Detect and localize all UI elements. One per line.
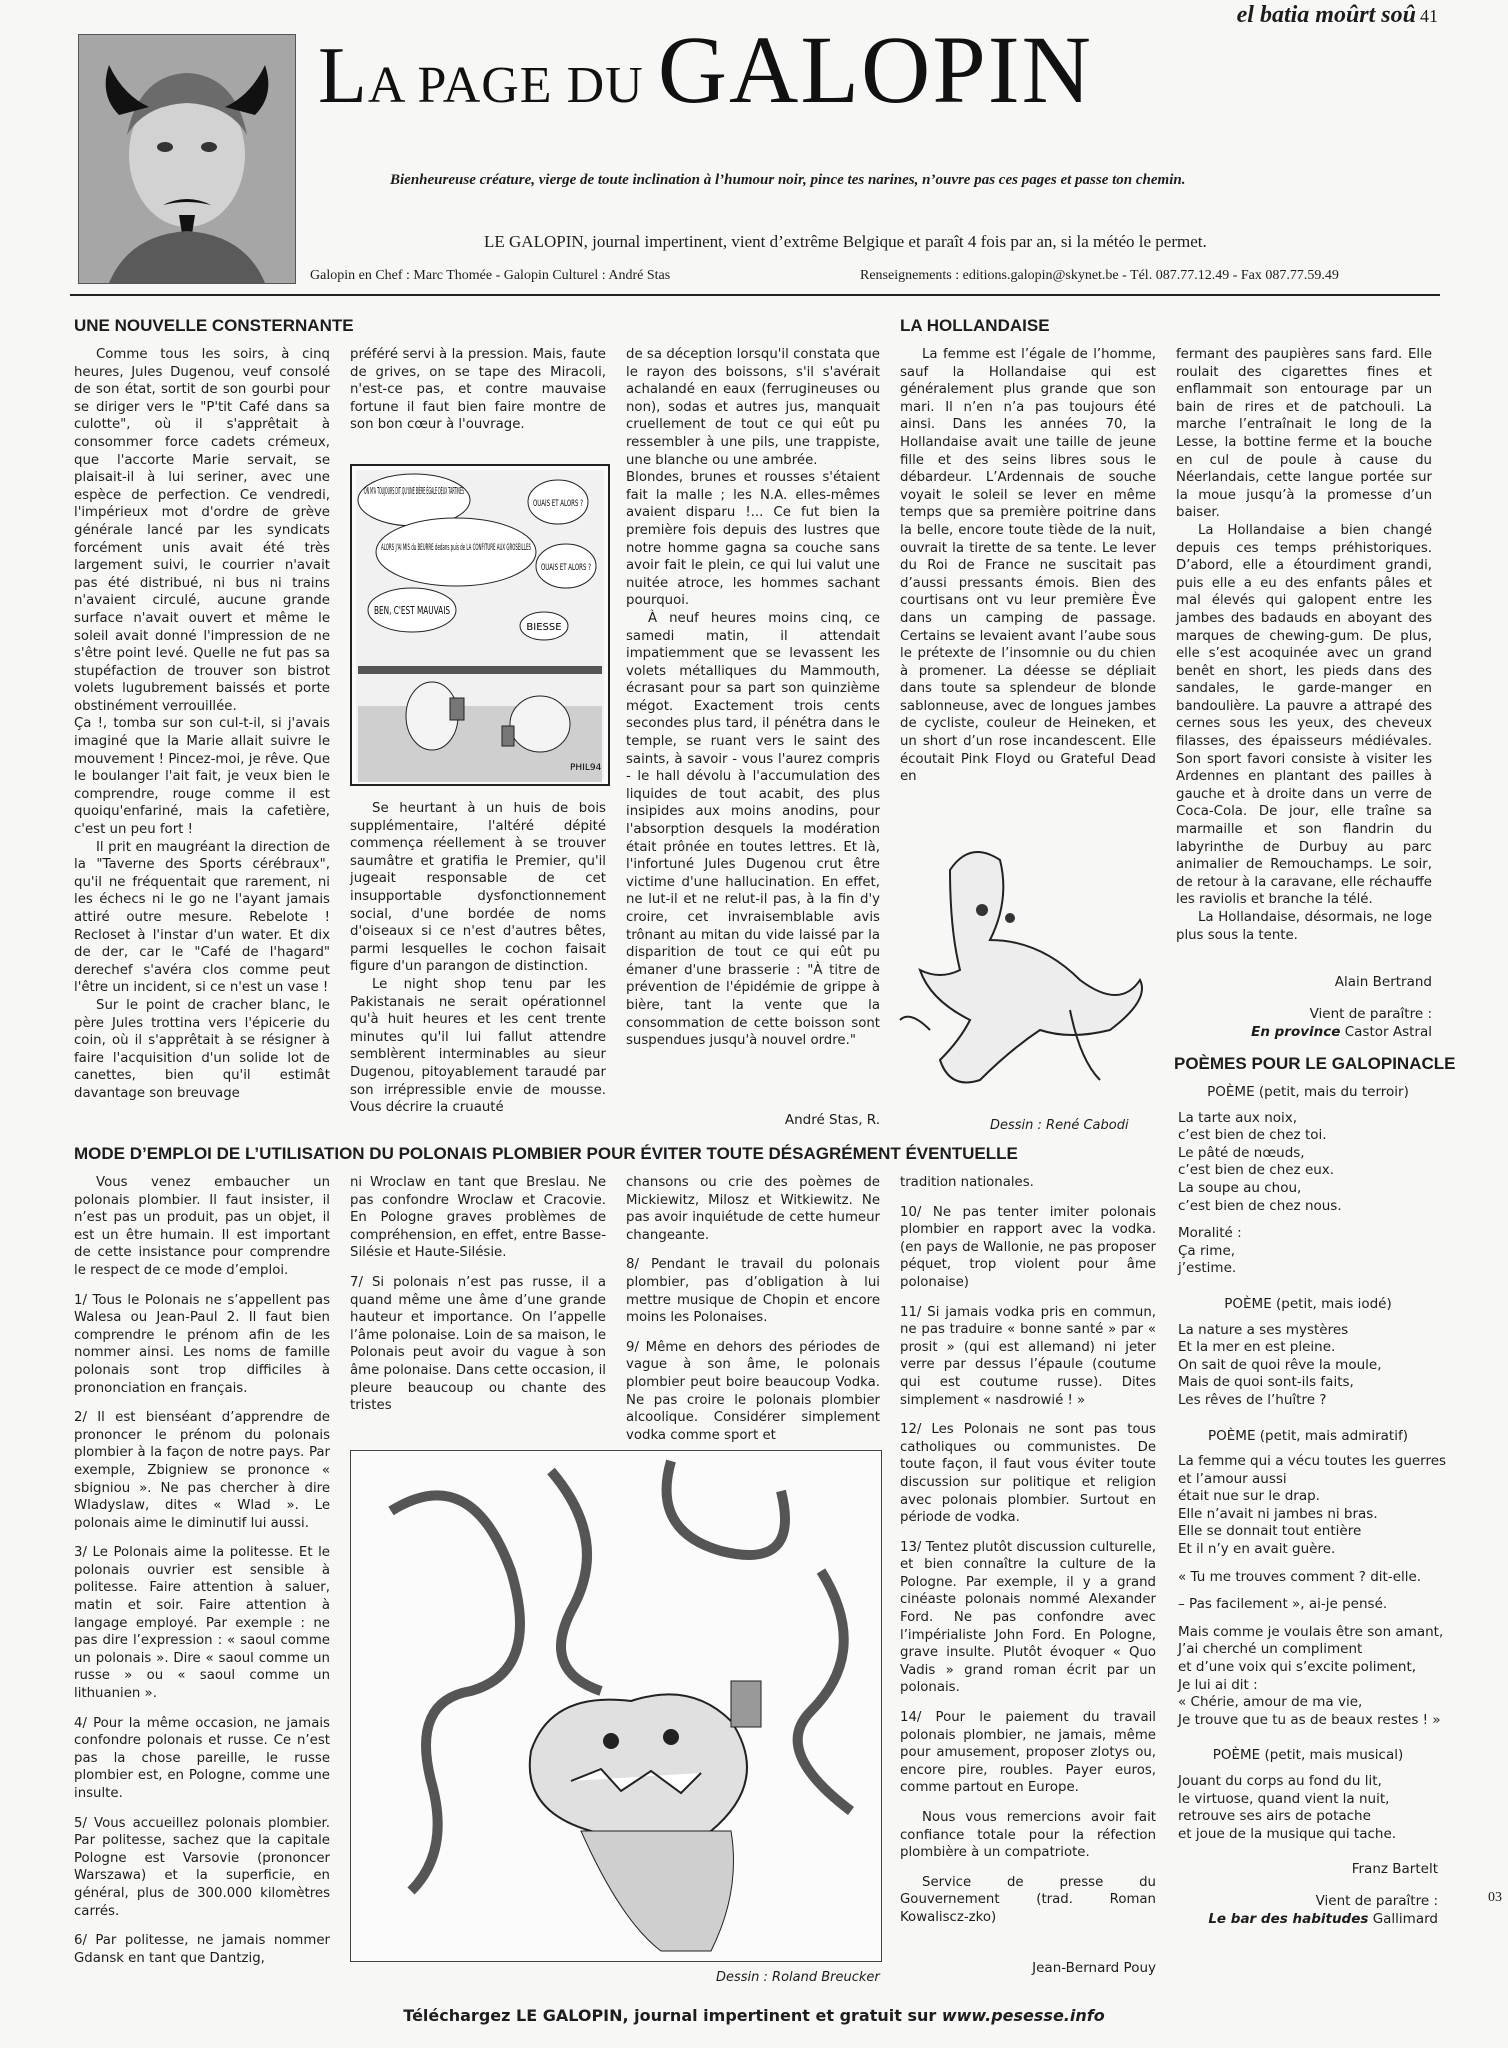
poem-line: J’ai cherché un compliment [1178, 1641, 1363, 1658]
masthead-l: L [318, 32, 368, 120]
poem-heading: POÈME (petit, mais du terroir) [1207, 1084, 1409, 1100]
poem-line: Jouant du corps au fond du lit, [1178, 1773, 1382, 1789]
editors-line: Galopin en Chef : Marc Thomée - Galopin Culturel : André Stas [310, 268, 671, 283]
article1-col1 [74, 346, 330, 1103]
page-number: 41 [1420, 6, 1438, 26]
poem-line: Elle se donnait tout entière [1178, 1523, 1362, 1540]
poem-line: La soupe au chou, [1178, 1179, 1302, 1196]
poems-book-line [1178, 1911, 1438, 1929]
poem-line: La tarte aux noix, [1178, 1109, 1298, 1126]
poem-line: le virtuose, quand vient la nuit, [1178, 1790, 1390, 1807]
cartoon-bubble: OUAIS ET ALORS ? [533, 499, 584, 509]
poem-line: Mais de quoi sont-ils faits, [1178, 1374, 1354, 1391]
article2-vient: Vient de paraître : [1309, 1006, 1432, 1022]
paragraph: 5/ Vous accueillez polonais plombier. Par politesse, sachez que la capitale Pologne est Varsovie (prononcer Warszawa) et la superficie, en général, plus de 300.000 kilomètres carrés. [74, 1815, 330, 1919]
masthead-a: A PAGE DU [367, 57, 658, 114]
paragraph: tradition nationales. [900, 1175, 1034, 1190]
cartoon-bubble: BEN, C'EST MAUVAIS [374, 604, 451, 617]
poem-line: « Tu me trouves comment ? dit-elle. [1178, 1568, 1422, 1585]
poem-line: Elle n’avait ni jambes ni bras. [1178, 1505, 1378, 1522]
paragraph: 11/ Si jamais vodka pris en commun, ne pas traduire « bonne santé » par « prosit » (qui est allemand) ni jeter verre par dessus l’épaule (coutume qui est coutume russe). Dites simplement « nasdrowié ! » [900, 1304, 1156, 1408]
footer-url[interactable]: www.pesesse.info [941, 2006, 1105, 2025]
poems-publisher: Gallimard [1368, 1910, 1438, 1927]
paragraph: fermant des paupières sans fard. Elle roulait des cigarettes fines et enflammait son entourage par un bain de rires et de patchouli. La marche l’entraînait le long de la Lesse, la bottine ferme et la bouche en cul de poule à cause du Néerlandais, cette langue portée sur la moue jusqu’à la promesse d’un baiser. [1176, 347, 1432, 521]
poem-line: On sait de quoi rêve la moule, [1178, 1356, 1382, 1373]
poem-line: et l’amour aussi [1178, 1470, 1287, 1487]
poem-line: retrouve ses airs de potache [1178, 1808, 1371, 1825]
paragraph: Vous venez embaucher un polonais plombier. Il faut insister, il n’est pas un produit, pas un objet, il est un être humain. Il est important de cette insistance pour comprendre le respect de ce mode d’emploi. [74, 1175, 330, 1278]
poem-heading: POÈME (petit, mais admiratif) [1208, 1427, 1408, 1444]
galopin-photo [78, 34, 296, 284]
poem-line: et joue de la musique qui tache. [1178, 1825, 1397, 1842]
article1-col3 [626, 346, 880, 1050]
paragraph: 8/ Pendant le travail du polonais plombier, pas d’obligation à lui mettre musique de Chopin et encore moins les Polonaises. [626, 1257, 880, 1326]
article1-title: UNE NOUVELLE CONSTERNANTE [74, 316, 354, 335]
article3-title: MODE D’EMPLOI DE L’UTILISATION DU POLONAIS PLOMBIER POUR ÉVITER TOUTE DÉSAGRÉMENT ÉVENTUELLE [74, 1144, 1018, 1163]
poems-block [1178, 1066, 1447, 1928]
article2-title: LA HOLLANDAISE [900, 316, 1050, 335]
article2-col1 [900, 346, 1156, 786]
poem-line: Je trouve que tu as de beaux restes ! » [1178, 1711, 1441, 1728]
article1-col2a [350, 346, 606, 434]
article2-book: En province [1251, 1024, 1341, 1040]
article3-col1 [74, 1174, 330, 1967]
paragraph: de sa déception lorsqu'il constata que le rayon des boissons, s'il s'avérait achalandé en eaux (ferrugineuses ou non), sodas et autres jus, manquait cruellement de tout ce qui eût pu ressembler à une pils, une trappiste, une blanche ou une ambrée. [626, 347, 880, 468]
cartoon-bubble: ALORS J'AI MIS du BEURRE dedans puis de LA CONFITURE AUX GROSEILLES [381, 543, 532, 553]
paragraph: 6/ Par politesse, ne jamais nommer Gdansk en tant que Dantzig, [74, 1933, 330, 1966]
plumber-drawing [350, 1450, 882, 1962]
cartoon-beer [350, 464, 610, 786]
poem-line: La nature a ses mystères [1178, 1321, 1349, 1338]
paragraph: 3/ Le Polonais aime la politesse. Et le polonais ouvrier est sensible à politesse. Faire attention à saluer, matin et soir. Faire attention à langage employé. Par exemple : ne pas dire l’expression : « saoul comme un polonais ». Dire « saoul comme un russe » ou « saoul comme un lithuanien ». [74, 1545, 330, 1702]
cartoon-bubble: OUAIS ET ALORS ? [541, 563, 592, 573]
poem-heading: POÈME (petit, mais iodé) [1224, 1295, 1392, 1312]
paragraph: À neuf heures moins cinq, ce samedi matin, il attendait impatiemment que se levassent les volets métalliques du Mammouth, écrasant pour sa part son quinzième mégot. Exactement trois cents secondes plus tard, il pénétra dans le temple, se ruant vers le saint des saints, à savoir - vous l'aurez compris - le hall dévolu à l'accumulation des liquides de tout acabit, des plus insipides aux moins anodins, pour l'absorption desquels la modération était prônée en toutes lettres. Et là, l'infortuné Jules Dugenou crut être victime d'une hallucination. En effet, ne lut-il et ne relut-il pas, à la fin d'y croire, cet invraisemblable avis trônant au mitan du vide laissé par la disparition de tout ce qui eût pu émaner d'une brasserie : "À titre de prévention de l'épidémie de grippe à bière, tant la vente que la consommation de cette boisson sont suspendues jusqu'à nouvel ordre." [626, 610, 880, 1049]
warning-tagline: Bienheureuse créature, vierge de toute inclination à l’humour noir, pince tes narines, n’ouvre pas ces pages et passe ton chemin. [390, 172, 1186, 188]
paragraph: La Hollandaise a bien changé depuis ces temps préhistoriques. D’abord, elle a étourdiment grandi, puis elle a eu des enfants pâles et mal élevés qui galopent entre les jambes des badauds en aboyant des marques de chewing-gum. De plus, elle s’est acoquinée avec un grand benêt en short, les pieds dans des sandales, le garde-manger en bandoulière. La pauvre a attrapé des cernes sous les yeux, des cheveux filasses, des épaisseurs médiévales. Son sport favori consiste à visiter les Ardennes en plantant des pailles à gauche et à droite dans un verre de Coca-Cola. De jour, elle traîne sa marmaille et son flandrin du labyrinthe de Durbuy au parc animalier de Remouchamps. Le soir, de retour à la caravane, elle réchauffe les raviolis et branche la télé. [1176, 522, 1432, 908]
poem-line: c’est bien de chez nous. [1178, 1197, 1342, 1214]
poem-line: c’est bien de chez toi. [1178, 1127, 1327, 1144]
poem-spacer [1178, 1559, 1438, 1569]
paragraph: Sur le point de cracher blanc, le père Jules trottina vers l'épicerie du coin, où il s'apprêtait à se résigner à faire l'acquisition d'un solide lot de canettes, bien qu'il estimât davantage son breuvage [74, 997, 330, 1101]
poem-line: Moralité : [1178, 1225, 1242, 1242]
footer [0, 2006, 1508, 2025]
contacts-line: Renseignements : editions.galopin@skynet.be - Tél. 087.77.12.49 - Fax 087.77.59.49 [860, 268, 1339, 283]
poem-line: Et il n’y en avait guère. [1178, 1541, 1336, 1558]
article1-author: André Stas, R. [784, 1112, 880, 1128]
poem-line: c’est bien de chez eux. [1178, 1162, 1335, 1179]
poem-line: La femme qui a vécu toutes les guerres [1178, 1453, 1447, 1470]
paragraph: 2/ Il est bienséant d’apprendre de prononcer le prénom du polonais plombier à la façon de notre pays. Par exemple, Zbigniew se prononce « sbigniou ». Ne pas chercher à dire Wladyslaw, dites « Wlad ». Le polonais aime le diminutif lui aussi. [74, 1410, 330, 1531]
paragraph: ni Wroclaw en tant que Breslau. Ne pas confondre Wroclaw et Cracovie. En Pologne graves problèmes de compréhension, en effet, entre Basse-Silésie et Haute-Silésie. [350, 1175, 606, 1261]
poem-line: Ça rime, [1178, 1242, 1236, 1259]
poem-spacer [1178, 1586, 1438, 1596]
article3-col2 [350, 1174, 606, 1415]
paragraph: Il prit en maugréant la direction de la "Taverne des Sports cérébraux", qu'il ne fréquentait que rarement, ni les échecs ni le go ne l'ayant jamais attiré outre mesure. Rebelote ! Recloset à l'instar d'un water. Et dix de der, car le "Café de l'hagard" derechef s'avéra clos comme peut l'être un incident, si ce n'est un vase ! [74, 839, 330, 996]
paragraph: Comme tous les soirs, à cinq heures, Jules Dugenou, veuf consolé de son état, sortit de son gourbi pour se diriger vers le "P'tit Café dans sa culotte", où il s'apprêtait à consommer force cadets crémeux, que l'accorte Marie servait, se plaisait-il à lui seriner, avec une espèce de perfection. Ce vendredi, l'impérieux mot d'ordre de grève générale lancé par les syndicats forcément unis avait été très largement suivi, le courrier n'avait pas été distribué, ni bus ni trains n'avaient circulé, aucune grande surface n'avait ouvert et même le soleil avait donné l'impression de ne s'être point levé. Quelle ne fut pas sa stupéfaction de trouver son bistrot volets lugubrement baissés et porte obstinément verrouillée. [74, 347, 330, 714]
paragraph: La Hollandaise, désormais, ne loge plus sous la tente. [1176, 910, 1432, 943]
article2-publisher: Castor Astral [1340, 1024, 1432, 1040]
footer-text: Téléchargez LE GALOPIN, journal impertinent et gratuit sur [403, 2006, 942, 2025]
article3-author: Jean-Bernard Pouy [1032, 1960, 1156, 1976]
paragraph: Nous vous remercions avoir fait confiance totale pour la réfection plombière à un compatriote. [900, 1810, 1156, 1861]
hollandaise-drawing [890, 830, 1160, 1100]
poem-line: et d’une voix qui s’excite poliment, [1178, 1659, 1417, 1676]
article2-book-line [1176, 1024, 1432, 1040]
poem-heading: POÈME (petit, mais musical) [1212, 1747, 1404, 1764]
paragraph: 7/ Si polonais n’est pas russe, il a quand même une âme d’une grande hauteur et importance. On l’appelle l’âme polonaise. Loin de sa maison, le Polonais peut avoir du vague à son âme polonaise. Dans cette occasion, il pleure beaucoup ou chante des tristes [350, 1274, 606, 1414]
poem-spacer [1178, 1614, 1438, 1624]
article3-credit: Dessin : Roland Breucker [716, 1970, 880, 1985]
paragraph: Ça !, tomba sur son cul-t-il, si j'avais imaginé que la Marie allait suivre le mouvement ! Pincez-moi, je rêve. Que le boulanger l'ait fait, je veux bien le comprendre, rouge comme il est quoiqu'enfariné, mais la cafetière, c'est un peu fort ! [74, 716, 330, 838]
poem-line: – Pas facilement », ai-je pensé. [1178, 1596, 1388, 1613]
page-tag-text: el batia moûrt soû [1236, 2, 1416, 28]
paragraph: Se heurtant à un huis de bois supplémentaire, l'altéré dépité commença réellement à se trouver saumâtre et gratifia le Premier, qu'il jugeait responsable de cet insupportable dysfonctionnement social, d'une bordée de noms d'oiseaux si ce n'est d'autres bêtes, parmi lesquelles le cochon faisait figure d'un parangon de distinction. [350, 801, 606, 975]
poems-author: Franz Bartelt [1351, 1861, 1438, 1878]
paragraph: chansons ou crie des poèmes de Mickiewitz, Milosz et Witkiewitz. Ne pas avoir inquiétude de cette humeur changeante. [626, 1175, 880, 1243]
poems-book: Le bar des habitudes [1208, 1910, 1369, 1927]
paragraph: Blondes, brunes et rousses s'étaient fait la malle ; les N.A. elles-mêmes avaient disparu !... Ce fut bien la première fois depuis des lustres que notre homme gagna sa couche sans avoir fait le plein, ce qui lui valut une nuitée atroce, les hommes sachant pourquoi. [626, 470, 880, 609]
paragraph: 4/ Pour la même occasion, ne jamais confondre polonais et russe. Ce n’est pas la chose pareille, le russe plombier est, en Pologne, comme une insulte. [74, 1715, 330, 1801]
poem-line: était nue sur le drap. [1178, 1488, 1320, 1505]
cartoon-bubble [364, 484, 464, 497]
poem-line: Le pâté de nœuds, [1178, 1144, 1305, 1161]
journal-description: LE GALOPIN, journal impertinent, vient d’extrême Belgique et paraît 4 fois par an, si la météo le permet. [484, 232, 1207, 251]
paragraph: 1/ Tous le Polonais ne s’appellent pas Walesa ou Jean-Paul 2. Il faut bien comprendre le prénom afin de les nommer ainsi. Les noms de famille polonais sont trop difficiles à prononciation en français. [74, 1292, 330, 1396]
paragraph: 13/ Tentez plutôt discussion culturelle, et bien connaître la culture de la Pologne. Par exemple, il y a grand cinéaste polonais nommé Alexander Ford. Ne pas confondre avec l’impérialiste John Ford. En Pologne, grave insulte. Plutôt évoquer « Quo Vadis » grand roman écrit par un polonais. [900, 1539, 1156, 1696]
article3-col4 [900, 1174, 1156, 1927]
article2-col2 [1176, 346, 1432, 944]
paragraph: Le night shop tenu par les Pakistanais ne serait opérationnel qu'à huit heures et les cent trente minutes qu'il lui fallut attendre semblèrent interminables au sieur Dugenou, pitoyablement taraudé par son irrépressible envie de mousse. Vous décrire la cruauté [350, 976, 606, 1116]
poems-vient: Vient de paraître : [1315, 1892, 1438, 1909]
poem-line: Mais comme je voulais être son amant, [1178, 1623, 1444, 1640]
paragraph: préféré servi à la pression. Mais, faute de grives, on se tape des Miracoli, n'est-ce pas, et contre mauvaise fortune il faut bien faire montre de son bon cœur à l'ouvrage. [350, 347, 606, 433]
article1-col2b [350, 800, 606, 1117]
paragraph: Service de presse du Gouvernement (trad. Roman Kowaliscz-zko) [900, 1874, 1156, 1925]
poems-title: POÈMES POUR LE GALOPINACLE [1174, 1054, 1456, 1073]
poem-line: Je lui ai dit : [1178, 1676, 1258, 1693]
paragraph: 9/ Même en dehors des périodes de vague à son âme, le polonais plombier peut boire beaucoup Vodka. Ne pas croire le polonais plombier alcoolique. Considérer simplement vodka comme sport et [626, 1339, 880, 1443]
article2-credit: Dessin : René Cabodi [990, 1118, 1129, 1133]
poem-line: « Chérie, amour de ma vie, [1178, 1694, 1363, 1711]
header-rule [70, 294, 1440, 296]
side-number: 03 [1488, 1890, 1502, 1905]
paragraph: La femme est l’égale de l’homme, sauf la Hollandaise qui est généralement plus grande que son mari. Il n’en n’a pas toujours été ainsi. Dans les années 70, la Hollandaise avait une taille de jeune fille et des seins libres sous le débardeur. L’Ardennais de souche voyait le soleil se lever en même temps que sa première poitrine dans la belle, encore toute tiède de la nuit, ouvrait la tirette de sa tente. Le lever du Roi de France ne suscitait pas d’aussi pressants émois. Bien des courtisans ont vu leur première Ève dans un camping de passage. Certains se levaient avant l’aube sous le prétexte de l’insomnie ou du chien à promener. La déesse se dépliait dans toute sa splendeur de blonde sablonneuse, avec de longues jambes de cycliste, couleur de Heineken, et un short d’un rose incandescent. Elle écoutait Pink Floyd ou Grateful Dead en [900, 347, 1156, 785]
cartoon-bubble: BIESSE [526, 622, 562, 633]
paragraph: 14/ Pour le paiement du travail polonais plombier, ne jamais, même pour amusement, proposer zlotys ou, encore pire, roubles. Payer euros, comme partout en Europe. [900, 1710, 1156, 1796]
masthead-g: GALOPIN [657, 16, 1093, 123]
paragraph: 12/ Les Polonais ne sont pas tous catholiques ou communistes. De toute façon, il faut vous éviter toute discussion sur politique et religion avec polonais plombier. Surtout en période de vodka. [900, 1422, 1156, 1526]
poem-line: j’estime. [1178, 1260, 1237, 1277]
article2-author: Alain Bertrand [1334, 974, 1432, 990]
cartoon-signature: PHIL94 [570, 763, 602, 773]
poem-line: Les rêves de l’huître ? [1178, 1391, 1327, 1408]
poem-line: Et la mer en est pleine. [1178, 1339, 1336, 1356]
poem-spacer [1178, 1215, 1438, 1225]
article3-col3 [626, 1174, 880, 1444]
paragraph: 10/ Ne pas tenter imiter polonais plombier en rapport avec la vodka. (en pays de Wallonie, ne pas proposer péquet, trop violent pour âme polonaise) [900, 1204, 1156, 1290]
